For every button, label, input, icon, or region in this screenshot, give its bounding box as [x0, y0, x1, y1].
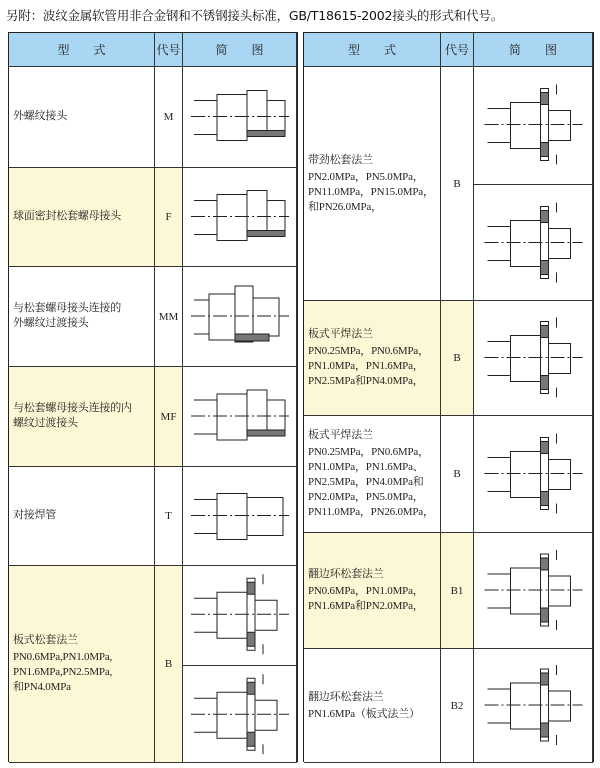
row-figure-cell [183, 566, 297, 763]
header-figure [183, 33, 297, 67]
flange-drawing [474, 649, 591, 761]
weld-drawing [183, 467, 295, 564]
header-code-label: 代号 [444, 43, 469, 57]
figure-box [183, 267, 296, 367]
pressure-ratings: PN0.25MPa，PN0.6MPa， PN1.0MPa，PN1.6MPa， PN2.5MPa和PN4.0MPa， [308, 345, 429, 387]
flange-drawing [474, 533, 591, 647]
header-code [441, 33, 474, 67]
header-code-label: 代号 [156, 43, 181, 57]
row-figure-cell [474, 649, 593, 763]
row-code: B [441, 301, 474, 416]
header-type-label: 型 式 [347, 43, 396, 57]
row-code: MF [155, 367, 183, 467]
type-name: 与松套螺母接头连接的 外螺纹过渡接头 [13, 301, 121, 329]
flange-drawing [183, 566, 295, 663]
row-figure-cell [183, 367, 297, 467]
page-title: 另附：波纹金属软管用非合金钢和不锈钢接头标准，GB/T18615-2002接头的形式和代号。 [6, 8, 503, 23]
header-type-label: 型 式 [57, 43, 106, 57]
row-code: F [155, 168, 183, 267]
pressure-ratings: PN1.6MPa（板式法兰） [308, 707, 420, 720]
row-type-cell [9, 367, 155, 467]
row-code: B1 [441, 533, 474, 649]
header-type [304, 33, 441, 67]
row-type-cell [9, 566, 155, 763]
type-name: 翻边环松套法兰 [308, 690, 384, 703]
type-name: 带劲松套法兰 [308, 153, 373, 166]
type-name: 板式平焊法兰 [308, 328, 373, 340]
figure-box [183, 367, 296, 467]
figure-box [183, 566, 296, 665]
row-figure-cell [183, 168, 297, 267]
row-code: T [155, 467, 183, 566]
row-type-cell [304, 533, 441, 649]
type-name: 板式平焊法兰 [308, 429, 373, 441]
figure-box [474, 67, 592, 184]
flange-drawing [474, 67, 591, 182]
header-figure [474, 33, 593, 67]
type-name: 对接焊管 [13, 508, 57, 521]
row-type-cell [9, 168, 155, 267]
row-code: B [155, 566, 183, 763]
figure-box [474, 301, 592, 416]
figure-box [183, 67, 296, 168]
pressure-ratings: PN0.6MPa，PN1.0MPa， PN1.6MPa和PN2.0MPa， [308, 585, 424, 612]
figure-box [183, 168, 296, 267]
figure-box [474, 649, 592, 763]
row-type-cell [304, 649, 441, 763]
row-code: MM [155, 267, 183, 367]
row-figure-cell [183, 467, 297, 566]
flange-drawing [474, 416, 591, 531]
row-figure-cell [474, 301, 593, 416]
swivel-nut-drawing [183, 168, 295, 265]
type-name: 板式松套法兰 [13, 634, 78, 646]
figure-box [474, 533, 592, 649]
row-figure-cell [183, 267, 297, 367]
row-code: B2 [441, 649, 474, 763]
row-figure-cell [474, 67, 593, 301]
pressure-ratings: PN2.0MPa，PN5.0MPa， PN11.0MPa，PN15.0MPa， 和PN26.0MPa， [308, 170, 434, 213]
flange-drawing [474, 301, 591, 414]
adapter-drawing [183, 267, 295, 365]
header-figure-label: 简 图 [508, 43, 557, 57]
row-type-cell [304, 67, 441, 301]
figure-box [183, 665, 296, 764]
swivel-nut-drawing [183, 367, 295, 465]
left-table [8, 32, 298, 762]
figure-box [183, 467, 296, 566]
type-name: 球面密封松套螺母接头 [13, 209, 121, 222]
row-type-cell [9, 467, 155, 566]
row-type-cell [9, 67, 155, 168]
flange-drawing [474, 185, 591, 300]
flange-drawing [183, 666, 295, 763]
row-figure-cell [183, 67, 297, 168]
right-table [303, 32, 594, 762]
type-name: 与松套螺母接头连接的内 螺纹过渡接头 [13, 401, 132, 429]
type-name: 外螺纹接头 [13, 109, 67, 122]
row-type-cell [304, 416, 441, 533]
figure-box [474, 184, 592, 301]
type-name: 翻边环松套法兰 [308, 568, 384, 580]
pressure-ratings: PN0.6MPa,PN1.0MPa, PN1.6MPa,PN2.5MPa, 和PN4.0MPa [13, 651, 113, 693]
row-type-cell [304, 301, 441, 416]
row-code: B [441, 67, 474, 301]
figure-box [474, 416, 592, 533]
row-type-cell [9, 267, 155, 367]
row-code: M [155, 67, 183, 168]
header-figure-label: 简 图 [215, 43, 264, 57]
male-thread-drawing [183, 67, 295, 166]
pressure-ratings: PN0.25MPa，PN0.6MPa， PN1.0MPa，PN1.6MPa、 PN2.5MPa，PN4.0MPa和 PN2.0MPa，PN5.0MPa， PN11.0MPa，PN26.0MPa， [308, 446, 434, 518]
row-code: B [441, 416, 474, 533]
row-figure-cell [474, 416, 593, 533]
header-type [9, 33, 155, 67]
header-code [155, 33, 183, 67]
row-figure-cell [474, 533, 593, 649]
